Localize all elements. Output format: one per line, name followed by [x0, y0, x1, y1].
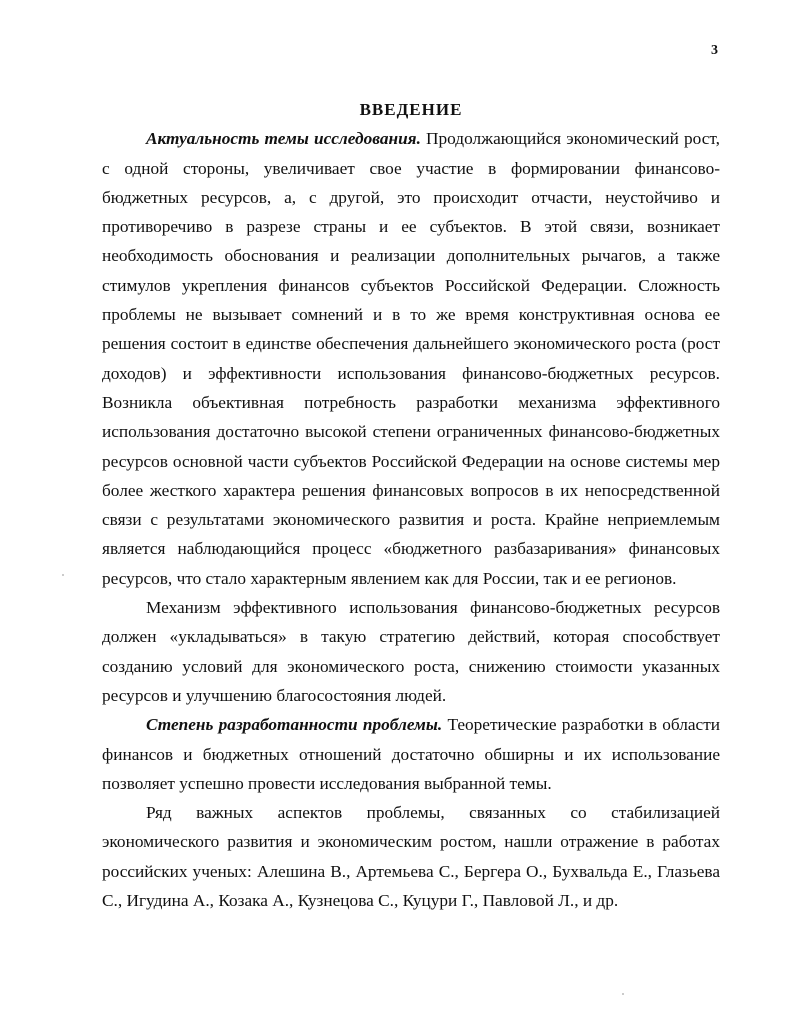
page-number: 3	[711, 43, 718, 58]
paragraph-text: Механизм эффективного использования финансово-бюджетных ресурсов должен «укладываться» в такую стратегию действий, которая способствует созданию условий для экономического роста, снижению стоимости указанных ресурсов и улучшению благосостояния людей.	[102, 598, 720, 705]
paragraph-text: Ряд важных аспектов проблемы, связанных со стабилизацией экономического развития и экономическим ростом, нашли отражение в работах российских ученых: Алешина В., Артемьева С., Бергера О., Бухвальда Е., Глазьева С., Игудина А., Козака А., Кузнецова С., Куцури Г., Павловой Л., и др.	[102, 803, 720, 911]
paragraph-mechanism	[102, 593, 720, 710]
paragraph-text: Продолжающийся экономический рост, с одной стороны, увеличивает свое участие в формировании финансово-бюджетных ресурсов, а, с другой, это происходит отчасти, неустойчиво и противоречиво в разрезе страны и ее субъектов. В этой связи, возникает необходимость обоснования и реализации дополнительных рычагов, а также стимулов укрепления финансов субъектов Российской Федерации. Сложность проблемы не вызывает сомнений и в то же время конструктивная основа ее решения состоит в единстве обеспечения дальнейшего экономического роста (рост доходов) и эффективности использования финансово-бюджетных ресурсов. Возникла объективная потребность разработки механизма эффективного использования достаточно высокой степени ограниченных финансово-бюджетных ресурсов основной части субъектов Российской Федерации на основе системы мер более жесткого характера решения финансовых вопросов в их непосредственной связи с результатами экономического развития и роста. Крайне неприемлемым является наблюдающийся процесс «бюджетного разбазаривания» финансовых ресурсов, что стало характерным явлением как для России, так и ее регионов.	[102, 129, 720, 588]
paragraph-lead: Актуальность темы исследования.	[146, 129, 421, 149]
paragraph-scholars	[102, 798, 720, 915]
section-heading: ВВЕДЕНИЕ	[359, 100, 463, 119]
scan-speck	[622, 993, 624, 995]
paragraph-lead: Степень разработанности проблемы.	[146, 715, 443, 735]
scan-speck	[62, 574, 64, 576]
paragraph-text: Теоретические разработки в области финансов и бюджетных отношений достаточно обширны и их использование позволяет успешно провести исследования выбранной темы.	[102, 715, 721, 793]
document-body	[102, 95, 720, 915]
paragraph-development-degree	[102, 710, 720, 798]
paragraph-relevance	[102, 124, 720, 593]
